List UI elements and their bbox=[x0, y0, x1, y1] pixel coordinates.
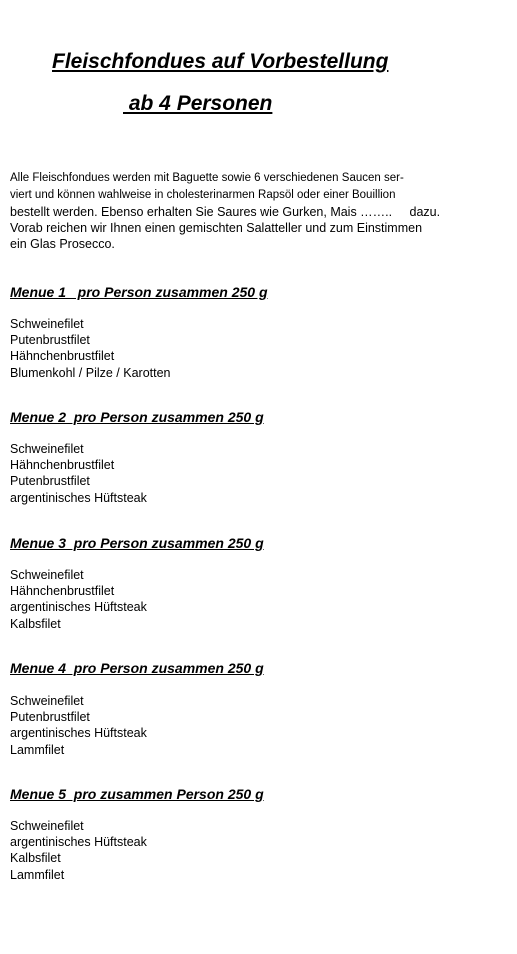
menu-2-item: argentinisches Hüftsteak bbox=[10, 491, 147, 505]
menu-1-heading: Menue 1 pro Person zusammen 250 g bbox=[10, 284, 268, 300]
menu-4-item: Schweinefilet bbox=[10, 694, 84, 708]
intro-line-1: Alle Fleischfondues werden mit Baguette sowie 6 verschiedenen Saucen ser- bbox=[10, 172, 404, 184]
menu-1-item: Hähnchenbrustfilet bbox=[10, 349, 115, 363]
intro-line-5: ein Glas Prosecco. bbox=[10, 237, 115, 251]
menu-3-item: argentinisches Hüftsteak bbox=[10, 600, 147, 614]
intro-line-2: viert und können wahlweise in cholesterinarmen Rapsöl oder einer Bouillion bbox=[10, 189, 396, 201]
menu-1-item: Schweinefilet bbox=[10, 317, 84, 331]
menu-4-heading: Menue 4 pro Person zusammen 250 g bbox=[10, 660, 264, 676]
menu-2-heading: Menue 2 pro Person zusammen 250 g bbox=[10, 409, 264, 425]
menu-4-item: Lammfilet bbox=[10, 743, 65, 757]
page-title: Fleischfondues auf Vorbestellung bbox=[52, 50, 389, 73]
intro-line-4: Vorab reichen wir Ihnen einen gemischten Salatteller und zum Einstimmen bbox=[10, 221, 423, 235]
menu-2-item: Hähnchenbrustfilet bbox=[10, 458, 115, 472]
menu-3-heading: Menue 3 pro Person zusammen 250 g bbox=[10, 535, 264, 551]
menu-2-item: Schweinefilet bbox=[10, 442, 84, 456]
menu-5-item: Kalbsfilet bbox=[10, 851, 61, 865]
page-subtitle: ab 4 Personen bbox=[123, 92, 273, 115]
menu-3-item: Hähnchenbrustfilet bbox=[10, 584, 115, 598]
menu-1-item: Putenbrustfilet bbox=[10, 333, 90, 347]
menu-1-item: Blumenkohl / Pilze / Karotten bbox=[10, 366, 171, 380]
menu-4-item: Putenbrustfilet bbox=[10, 710, 90, 724]
menu-3-item: Schweinefilet bbox=[10, 568, 84, 582]
menu-5-item: argentinisches Hüftsteak bbox=[10, 835, 147, 849]
menu-4-item: argentinisches Hüftsteak bbox=[10, 726, 147, 740]
menu-5-item: Lammfilet bbox=[10, 868, 65, 882]
menu-3-item: Kalbsfilet bbox=[10, 617, 61, 631]
menu-5-item: Schweinefilet bbox=[10, 819, 84, 833]
menu-2-item: Putenbrustfilet bbox=[10, 474, 90, 488]
menu-5-heading: Menue 5 pro zusammen Person 250 g bbox=[10, 786, 264, 802]
intro-line-3: bestellt werden. Ebenso erhalten Sie Saures wie Gurken, Mais …….. dazu. bbox=[10, 205, 441, 219]
